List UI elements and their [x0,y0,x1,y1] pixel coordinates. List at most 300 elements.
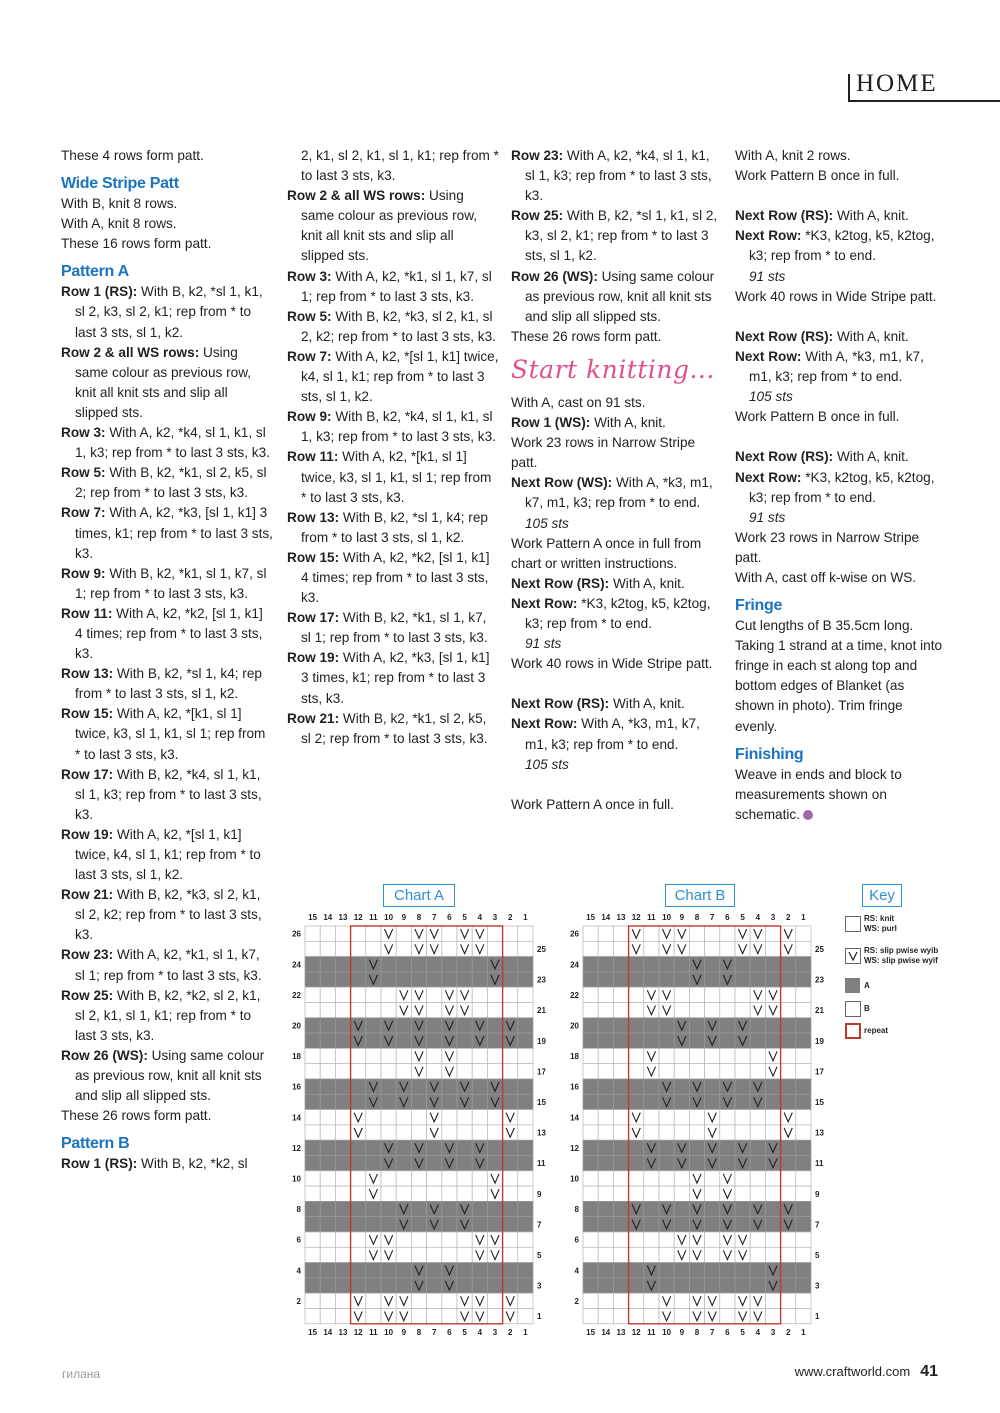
chart-cell [781,1064,796,1079]
chart-cell [598,1186,613,1201]
chart-cell [351,1156,366,1171]
chart-cell [442,1293,457,1308]
chart-cell [796,1033,811,1048]
chart-cell [796,1079,811,1094]
chart-cell [705,1079,720,1094]
chart-cell [598,1125,613,1140]
row-number: 19 [815,1036,824,1046]
instruction-row [61,564,273,604]
chart-cell [629,957,644,972]
chart-cell [396,1064,411,1079]
column-number-bottom: 1 [523,1327,528,1337]
chart-cell [487,1278,502,1293]
chart-cell [381,1003,396,1018]
column-number-top: 6 [725,913,730,922]
instruction-row [511,473,723,533]
chart-cell [689,1018,704,1033]
chart-cell [442,972,457,987]
chart-cell [796,1048,811,1063]
paragraph: Work 23 rows in Narrow Stripe patt. [735,529,920,565]
instruction-row [735,226,947,286]
column-number-top: 11 [647,913,656,922]
instruction-row [511,146,723,206]
chart-row [305,1293,533,1308]
chart-cell [583,1094,598,1109]
chart-cell [598,972,613,987]
chart-cell [583,1125,598,1140]
chart-cell [629,1048,644,1063]
row-label: Row 19: [287,650,340,666]
chart-cell [720,1110,735,1125]
chart-cell [457,1232,472,1247]
chart-cell [644,1293,659,1308]
chart-cell [705,1232,720,1247]
chart-cell [720,926,735,941]
chart-row [583,1201,811,1216]
chart-cell [674,1217,689,1232]
chart-row [305,1003,533,1018]
chart-cell [335,926,350,941]
instruction-row [61,664,273,704]
chart-cell [705,926,720,941]
row-text: With A, k2, *[k1, sl 1] twice, k3, sl 1, k1, sl 1; rep from * to last 3 sts, k3. [75,706,266,762]
paragraph: Work Pattern A once in full. [511,796,674,812]
chart-cell [396,1156,411,1171]
chart-cell [674,1079,689,1094]
column-number-top: 15 [308,913,318,922]
chart-cell [442,1186,457,1201]
column-number-bottom: 14 [323,1327,333,1337]
chart-cell [644,1125,659,1140]
instruction-row [287,447,499,507]
chart-cell [750,1232,765,1247]
row-label: Row 23: [61,947,114,963]
chart-cell [781,957,796,972]
chart-cell [689,1125,704,1140]
stitch-count: 91 sts [749,509,786,525]
instruction-row [287,608,499,648]
chart-cell [381,1094,396,1109]
chart-cell [396,926,411,941]
row-number: 20 [570,1021,579,1031]
chart-cell [503,957,518,972]
row-label: Row 25: [511,208,564,224]
chart-cell [750,1110,765,1125]
column-number-top: 14 [601,913,611,922]
chart-cell [689,926,704,941]
chart-cell [796,1247,811,1262]
row-label: Row 5: [61,465,106,481]
chart-cell [396,1171,411,1186]
chart-cell [518,1217,533,1232]
chart-cell [472,1263,487,1278]
chart-cell [396,1232,411,1247]
chart-cell [381,1263,396,1278]
chart-cell [305,987,320,1002]
chart-cell [705,1094,720,1109]
chart-cell [503,1278,518,1293]
chart-cell [735,1171,750,1186]
instruction-row [511,574,723,594]
row-label: Row 1 (WS): [511,415,591,431]
column-number-bottom: 13 [616,1327,626,1337]
paragraph: Work 40 rows in Wide Stripe patt. [511,656,713,672]
row-number: 9 [815,1189,820,1199]
chart-cell [305,1247,320,1262]
chart-cell [583,1003,598,1018]
chart-cell [427,1186,442,1201]
paragraph: Cut lengths of B 35.5cm long. Taking 1 strand at a time, knot into fringe in each st along top and bottom edges of Blanket (as shown in photo). Trim fringe evenly. [735,618,943,734]
chart-row [583,1018,811,1033]
row-text: With A, knit. [833,449,909,465]
chart-cell [305,1201,320,1216]
column-number-bottom: 6 [447,1327,452,1337]
row-text: With B, k2, *k3, sl 2, k1, sl 2, k2; rep from * to last 3 sts, k3. [301,308,496,344]
chart-cell [366,1003,381,1018]
chart-cell [689,1140,704,1155]
column-number-top: 11 [369,913,378,922]
chart-cell [629,987,644,1002]
chart-cell [781,1094,796,1109]
chart-cell [487,1110,502,1125]
chart-cell [644,972,659,987]
column-number-top: 2 [785,913,791,922]
chart-cell [487,987,502,1002]
chart-cell [750,1033,765,1048]
row-number: 3 [537,1281,542,1291]
instruction-row [287,548,499,608]
chart-cell [396,957,411,972]
chart-cell [613,957,628,972]
chart-row [583,1003,811,1018]
row-number: 14 [292,1113,301,1123]
chart-cell [659,1048,674,1063]
row-label: Row 9: [61,565,106,581]
chart-cell [796,1278,811,1293]
chart-cell [598,1079,613,1094]
row-label: Next Row (RS): [735,208,834,224]
row-label: Row 15: [61,706,114,722]
chart-cell [381,1217,396,1232]
column-number-bottom: 1 [801,1327,806,1337]
chart-cell [472,987,487,1002]
chart-cell [427,957,442,972]
chart-cell [750,957,765,972]
row-number: 4 [296,1266,301,1276]
chart-cell [457,1186,472,1201]
column-number-bottom: 4 [477,1327,483,1337]
chart-cell [305,1263,320,1278]
key-slip-swatch [845,948,861,964]
instruction-row [511,413,723,433]
chart-cell [503,987,518,1002]
chart-cell [735,1201,750,1216]
row-label: Next Row (RS): [511,696,610,712]
chart-cell [781,1033,796,1048]
chart-cell [674,1263,689,1278]
chart-cell [320,1247,335,1262]
chart-cell [320,1048,335,1063]
chart-cell [765,1033,780,1048]
chart-cell [411,1247,426,1262]
row-number: 1 [537,1312,542,1322]
chart-cell [765,1079,780,1094]
chart-cell [320,1186,335,1201]
column-number-top: 10 [384,913,394,922]
chart-cell [659,1064,674,1079]
chart-cell [381,1110,396,1125]
instruction-row [511,694,723,714]
chart-cell [613,1003,628,1018]
chart-cell [720,1018,735,1033]
chart-cell [457,1156,472,1171]
section-heading: Finishing [735,745,804,763]
chart-cell [427,972,442,987]
chart-cell [750,1125,765,1140]
chart-row [305,1232,533,1247]
chart-cell [487,1048,502,1063]
column-number-top: 8 [694,913,700,922]
chart-cell [503,972,518,987]
chart-cell [487,1125,502,1140]
chart-cell [583,1186,598,1201]
chart-cell [598,1156,613,1171]
chart-cell [351,1003,366,1018]
chart-cell [796,1125,811,1140]
chart-cell [427,1247,442,1262]
chart-cell [796,1064,811,1079]
chart-cell [518,1263,533,1278]
chart-cell [351,926,366,941]
chart-cell [503,1171,518,1186]
paragraph: With B, knit 8 rows. [61,196,178,212]
chart-cell [351,1263,366,1278]
chart-cell [583,1247,598,1262]
chart-cell [765,1232,780,1247]
row-text: Using same colour as previous row, knit all knit sts and slip all slipped sts. [75,1047,265,1104]
chart-cell [381,1079,396,1094]
chart-cell [335,1156,350,1171]
chart-cell [472,957,487,972]
chart-cell [472,1278,487,1293]
yarn-ball-icon [803,810,813,820]
chart-cell [427,1293,442,1308]
chart-cell [781,1079,796,1094]
chart-cell [674,1309,689,1324]
column-number-bottom: 13 [338,1327,348,1337]
chart-cell [366,1217,381,1232]
row-label: Row 17: [287,610,340,626]
chart-cell [366,987,381,1002]
row-label: Row 13: [287,509,340,525]
row-number: 9 [537,1189,542,1199]
chart-cell [583,1064,598,1079]
chart-cell [765,1217,780,1232]
paragraph: These 26 rows form patt. [511,328,662,344]
chart-cell [598,1110,613,1125]
chart-cell [583,987,598,1002]
row-label: Row 11: [61,605,113,621]
chart-cell [735,1186,750,1201]
chart-cell [598,1064,613,1079]
row-text: With A, k2, *k4, sl 1, k1, sl 1, k3; rep from * to last 3 sts, k3. [525,148,712,204]
chart-cell [381,957,396,972]
column-number-bottom: 10 [384,1327,394,1337]
instruction-row [287,347,499,407]
row-number: 8 [296,1205,301,1215]
chart-cell [629,1293,644,1308]
row-number: 2 [574,1296,579,1306]
chart-cell [689,987,704,1002]
column-number-bottom: 11 [369,1327,378,1337]
chart-cell [735,1217,750,1232]
chart-cell [644,1201,659,1216]
chart-cell [598,1094,613,1109]
instruction-row [287,648,499,708]
chart-cell [781,1140,796,1155]
chart-row [583,957,811,972]
chart-cell [659,1110,674,1125]
column-number-bottom: 8 [416,1327,422,1337]
chart-cell [366,1064,381,1079]
chart-cell [503,1201,518,1216]
chart-cell [427,1309,442,1324]
chart-cell [351,1094,366,1109]
column-number-bottom: 15 [308,1327,318,1337]
chart-cell [689,1064,704,1079]
chart-cell [644,1217,659,1232]
chart-cell [629,1033,644,1048]
chart-cell [335,1293,350,1308]
key-a-swatch [845,978,860,993]
row-text: With B, k2, *k2, sl [137,1156,248,1172]
column-number-bottom: 2 [785,1327,791,1337]
chart-cell [765,1094,780,1109]
key-title: Key [862,884,902,907]
chart-cell [487,1156,502,1171]
row-text: *K3, k2tog, k5, k2tog, k3; rep from * to end. [525,595,711,631]
chart-cell [613,1186,628,1201]
chart-cell [487,1263,502,1278]
chart-cell [659,1186,674,1201]
row-number: 22 [570,990,579,1000]
stitch-count: 91 sts [749,268,786,284]
row-label: Row 3: [61,425,106,441]
row-text: With A, knit. [609,696,685,712]
chart-cell [598,1003,613,1018]
paragraph: Work 23 rows in Narrow Stripe patt. [511,435,696,471]
column-number-bottom: 9 [401,1327,407,1337]
chart-cell [442,1247,457,1262]
chart-cell [705,1048,720,1063]
row-label: Row 17: [61,766,114,782]
chart-cell [351,1171,366,1186]
chart-row [583,1156,811,1171]
chart-cell [644,1247,659,1262]
chart-cell [320,1094,335,1109]
chart-cell [320,1140,335,1155]
chart-cell [335,1171,350,1186]
chart-cell [583,1140,598,1155]
chart-cell [598,1033,613,1048]
instruction-row [735,347,947,407]
chart-cell [689,1033,704,1048]
instruction-row [61,825,273,885]
column-number-top: 2 [507,913,513,922]
chart-cell [689,1110,704,1125]
column-number-bottom: 5 [740,1327,745,1337]
stitch-count: 105 sts [525,756,569,772]
chart-cell [598,1293,613,1308]
chart-cell [366,926,381,941]
chart-row [583,972,811,987]
chart-cell [320,941,335,956]
chart-cell [583,1293,598,1308]
chart-cell [335,1094,350,1109]
chart-row [305,1140,533,1155]
chart-cell [320,1201,335,1216]
chart-cell [583,1018,598,1033]
chart-cell [720,1125,735,1140]
chart-cell [613,1156,628,1171]
section-heading: Wide Stripe Patt [61,175,179,193]
column-number-top: 5 [740,913,745,922]
row-text: With B, k2, *sl 1, k1, sl 2, k3, sl 2, k1; rep from * to last 3 sts, sl 1, k2. [525,208,718,264]
chart-cell [427,1232,442,1247]
instruction-row [735,206,947,226]
chart-cell [720,1278,735,1293]
row-text: *K3, k2tog, k5, k2tog, k3; rep from * to end. [749,228,935,264]
chart-cell [381,1201,396,1216]
row-text: With A, k2, *k3, [sl 1, k1] 3 times, k1; rep from * to last 3 sts, k3. [301,650,490,706]
chart-cell [411,1110,426,1125]
chart-cell [320,1156,335,1171]
chart-cell [351,1079,366,1094]
chart-cell [457,1140,472,1155]
column-number-top: 7 [709,913,715,922]
chart-cell [472,1064,487,1079]
row-number: 16 [570,1082,579,1092]
chart-cell [305,1140,320,1155]
column-number-top: 8 [416,913,422,922]
chart-cell [487,1003,502,1018]
chart-cell [735,957,750,972]
chart-cell [674,1186,689,1201]
chart-cell [472,972,487,987]
chart-cell [472,1048,487,1063]
chart-b [562,906,832,1346]
chart-cell [411,972,426,987]
chart-cell [644,941,659,956]
chart-cell [796,1201,811,1216]
paragraph: Work Pattern A once in full from chart or written instructions. [511,535,702,571]
chart-row [583,1232,811,1247]
chart-cell [689,1263,704,1278]
chart-cell [629,1079,644,1094]
chart-cell [366,1125,381,1140]
chart-cell [518,987,533,1002]
chart-cell [629,1094,644,1109]
chart-cell [705,972,720,987]
chart-cell [366,1048,381,1063]
chart-cell [613,1064,628,1079]
section-heading: Pattern A [61,263,129,281]
column-number-bottom: 3 [770,1327,776,1337]
row-label: Row 15: [287,549,340,565]
chart-cell [613,1278,628,1293]
chart-cell [320,1064,335,1079]
chart-cell [396,1263,411,1278]
